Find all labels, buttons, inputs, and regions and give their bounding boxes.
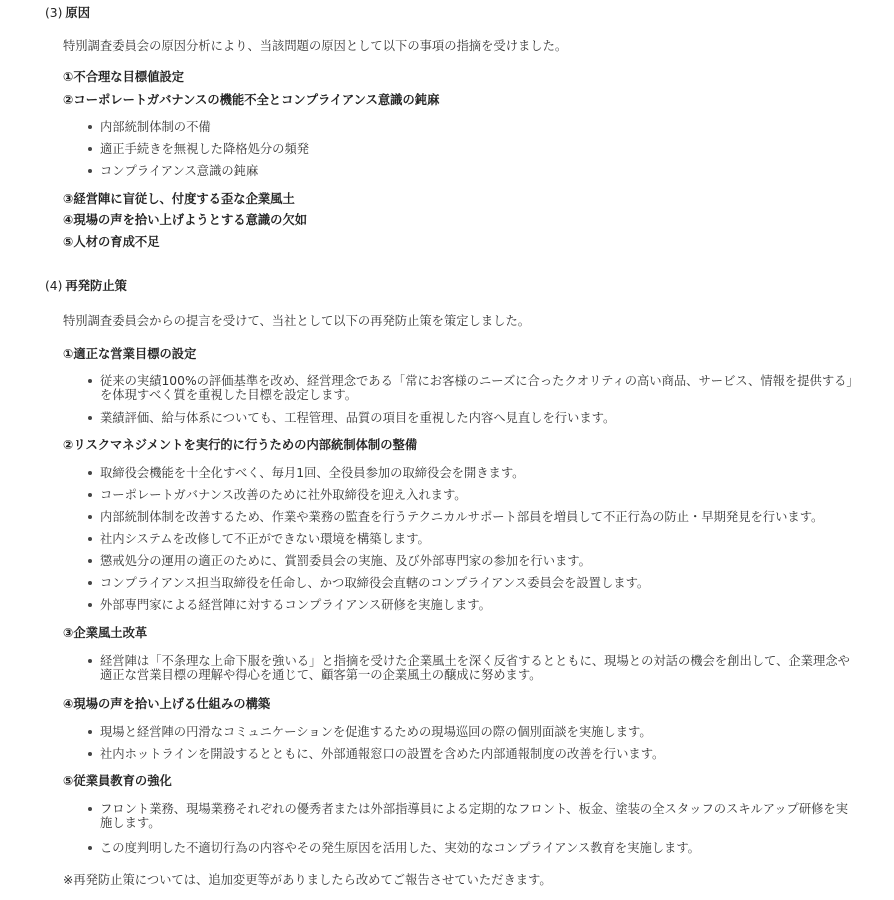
list-item: コーポレートガバナンス改善のために社外取締役を迎え入れます。 xyxy=(86,488,858,502)
list-item: 内部統制体制の不備 xyxy=(86,120,858,134)
list-item: 経営陣は「不条理な上命下服を強いる」と指摘を受けた企業風土を深く反省するとともに、現場との対話の機会を創出して、企業理念や適正な営業目標の理解や得心を通じて、顧客第一の企業風土の醸成に努めます。 xyxy=(86,654,858,682)
measure-heading: ⑤従業員教育の強化 xyxy=(63,774,172,788)
measure-heading: ③企業風土改革 xyxy=(63,626,148,640)
list-item: 現場と経営陣の円滑なコミュニケーションを促進するための現場巡回の際の個別面談を実施します。 xyxy=(86,725,858,739)
footnote: ※再発防止策については、追加変更等がありましたら改めてご報告させていただきます。 xyxy=(63,873,552,887)
list-item: 社内ホットラインを開設するとともに、外部通報窓口の設置を含めた内部通報制度の改善を行います。 xyxy=(86,747,858,761)
list-item: 従来の実績100%の評価基準を改め、経営理念である「常にお客様のニーズに合ったクオリティの高い商品、サービス、情報を提供する」を体現すべく質を重視した目標を設定します。 xyxy=(86,374,858,402)
list-item: 業績評価、給与体系についても、工程管理、品質の項目を重視した内容へ見直しを行います。 xyxy=(86,411,858,425)
list-item: この度判明した不適切行為の内容やその発生原因を活用した、実効的なコンプライアンス教育を実施します。 xyxy=(86,841,858,855)
measure-heading: ①適正な営業目標の設定 xyxy=(63,347,197,361)
cause-heading: ①不合理な目標値設定 xyxy=(63,70,185,84)
section-4-heading: (4) 再発防止策 xyxy=(45,279,127,293)
list-item: 社内システムを改修して不正ができない環境を構築します。 xyxy=(86,532,858,546)
list-item: 外部専門家による経営陣に対するコンプライアンス研修を実施します。 xyxy=(86,598,858,612)
measure-heading: ④現場の声を拾い上げる仕組みの構築 xyxy=(63,697,271,711)
cause-heading: ④現場の声を拾い上げようとする意識の欠如 xyxy=(63,213,308,227)
measure-heading: ②リスクマネジメントを実行的に行うための内部統制体制の整備 xyxy=(63,438,418,452)
cause-heading: ③経営陣に盲従し、付度する歪な企業風土 xyxy=(63,192,295,206)
list-item: コンプライアンス担当取締役を任命し、かつ取締役会直轄のコンプライアンス委員会を設置します。 xyxy=(86,576,858,590)
list-item: 取締役会機能を十全化すべく、毎月1回、全役員参加の取締役会を開きます。 xyxy=(86,466,858,480)
list-item: コンプライアンス意識の鈍麻 xyxy=(86,164,858,178)
section-3-intro: 特別調査委員会の原因分析により、当該問題の原因として以下の事項の指摘を受けました。 xyxy=(63,39,568,53)
list-item: フロント業務、現場業務それぞれの優秀者または外部指導員による定期的なフロント、板金、塗装の全スタッフのスキルアップ研修を実施します。 xyxy=(86,802,858,830)
list-item: 内部統制体制を改善するため、作業や業務の監査を行うテクニカルサポート部員を増員して不正行為の防止・早期発見を行います。 xyxy=(86,510,858,524)
cause-heading: ⑤人材の育成不足 xyxy=(63,235,160,249)
section-3-heading: (3) 原因 xyxy=(45,6,91,20)
list-item: 懲戒処分の運用の適正のために、賞罰委員会の実施、及び外部専門家の参加を行います。 xyxy=(86,554,858,568)
cause-heading: ②コーポレートガバナンスの機能不全とコンプライアンス意識の鈍麻 xyxy=(63,93,440,107)
list-item: 適正手続きを無視した降格処分の頻発 xyxy=(86,142,858,156)
section-4-intro: 特別調査委員会からの提言を受けて、当社として以下の再発防止策を策定しました。 xyxy=(63,314,531,328)
